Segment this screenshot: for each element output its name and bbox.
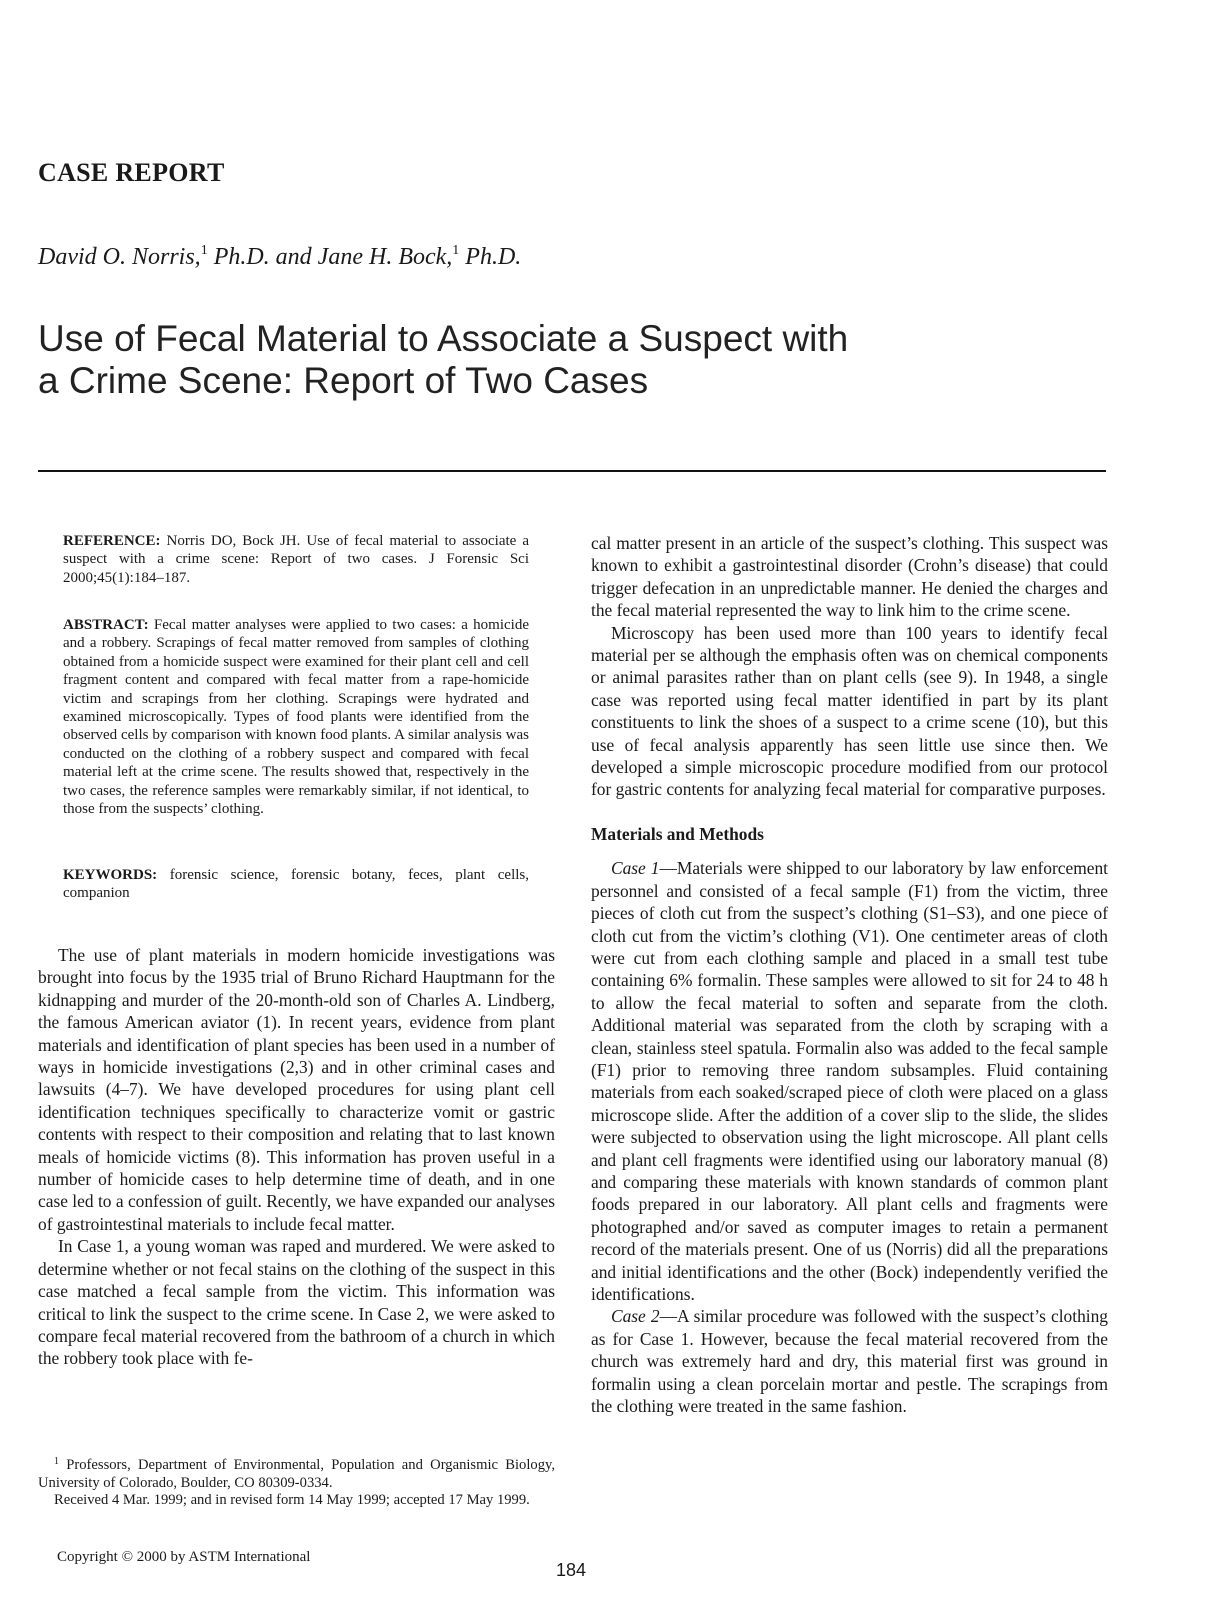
abstract-text: Fecal matter analyses were applied to two cases: a homicide and a robbery. Scrapings of fecal matter removed from samples of clothing obtained from a homicide suspect were examined for their plant cell and cell fragment content and compared with fecal matter from a rape-homicide victim and scrapings from her clothing. Scrapings were hydrated and examined microscopically. Types of food plants were identified from the observed cells by comparison with known food plants. A similar analysis was conducted on the clothing of a robbery suspect and compared with fecal material left at the crime scene. The results showed that, respectively in the two cases, the reference samples were remarkably similar, if not identical, to those from the suspects’ clothing. [63,617,529,818]
author-line [38,244,521,271]
keywords-block [63,866,529,903]
case-1-paragraph [591,857,1108,1305]
author-1-affiliation-marker: 1 [200,243,208,258]
footnotes [38,1457,555,1510]
keywords-label: KEYWORDS: [63,867,158,883]
copyright-notice: Copyright © 2000 by ASTM International [57,1549,311,1565]
case-2-paragraph [591,1305,1108,1417]
intro-paragraph-continued: cal matter present in an article of the suspect’s clothing. This suspect was known to exhibit a gastrointestinal disorder (Crohn’s disease) that could trigger defecation in an unpredictable manner. He denied the charges and the fecal material represented the way to link him to the crime scene. [591,533,1108,621]
title-divider [38,470,1106,472]
abstract-block [63,616,529,818]
page-number: 184 [556,1560,587,1580]
intro-paragraph-2: In Case 1, a young woman was raped and murdered. We were asked to determine whether or not fecal stains on the clothing of the suspect in this case matched a fecal sample from the victim. This information was critical to link the suspect to the crime scene. In Case 2, we were asked to compare fecal material recovered from the bathroom of a church in which the robbery took place with fe- [38,1236,555,1369]
materials-methods-heading: Materials and Methods [591,823,764,844]
author-1-name: David O. Norris, [38,244,201,270]
article-title [38,318,938,402]
right-column-body [591,532,1108,1417]
intro-paragraph-1: The use of plant materials in modern homicide investigations was brought into focus by the 1935 trial of Bruno Richard Hauptmann for the kidnapping and murder of the 20-month-old son of Charles A. Lindberg, the famous American aviator (1). In recent years, evidence from plant materials and identification of plant species has been used in a number of ways in homicide investigations (2,3) and in other criminal cases and lawsuits (4–7). We have developed procedures for using plant cell identification techniques specifically to characterize vomit or gastric contents with respect to their composition and relating that to last known meals of homicide victims (8). This information has proven useful in a number of homicide cases to help determine time of death, and in one case led to a confession of guilt. Recently, we have expanded our analyses of gastrointestinal materials to include fecal matter. [38,945,555,1234]
reference-label: REFERENCE: [63,533,161,549]
left-column-body [38,944,555,1370]
case-1-label: Case 1 [611,858,660,879]
section-label: CASE REPORT [38,158,225,187]
keywords-text: forensic science, forensic botany, feces, plant cells, companion [63,867,529,902]
reference-text: Norris DO, Bock JH. Use of fecal material to associate a suspect with a crime scene: Report of two cases. J Forensic Sci 2000;45(1):184–187. [63,533,529,586]
affiliation-footnote [38,1457,555,1492]
affiliation-text: Professors, Department of Environmental, Population and Organismic Biology, University of Colorado, Boulder, CO 80309-0334. [38,1457,555,1491]
case-1-text: —Materials were shipped to our laboratory by law enforcement personnel and consisted of a fecal sample (F1) from the victim, three pieces of cloth cut from the suspect’s clothing (S1–S3), and one piece of cloth cut from the victim’s clothing (V1). One centimeter areas of cloth were cut from each clothing sample and placed in a small test tube containing 6% formalin. These samples were allowed to sit for 24 to 48 h to allow the fecal material to soften and separate from the cloth. Additional material was separated from the cloth by scraping with a clean, stainless steel spatula. Formalin also was added to the fecal sample (F1) prior to removing three random subsamples. Fluid containing materials from each soaked/scraped piece of cloth were placed on a glass microscope slide. After the addition of a cover slip to the slide, the slides were subjected to observation using the light microscope. All plant cells and plant cell fragments were identified using our laboratory manual (8) and comparing these materials with known standards of common plant foods prepared in our laboratory. All plant cells and fragments were photographed and/or saved as computer images to retain a permanent record of the materials present. One of us (Norris) did all the preparations and initial identifications and the other (Bock) independently verified the identifications. [591,858,1109,1304]
title-line-1: Use of Fecal Material to Associate a Suspect with [38,318,849,359]
reference-block [63,532,529,587]
received-dates: Received 4 Mar. 1999; and in revised form 14 May 1999; accepted 17 May 1999. [54,1492,530,1509]
abstract-label: ABSTRACT: [63,617,149,633]
intro-paragraph-3: Microscopy has been used more than 100 years to identify fecal material per se although the emphasis often was on chemical components or animal parasites rather than on plant cells (see 9). In 1948, a single case was reported using fecal matter identified in part by its plant constituents to link the shoes of a suspect to a crime scene (10), but this use of fecal analysis apparently has seen little use since then. We developed a simple microscopic procedure modified from our protocol for gastric contents for analyzing fecal material for comparative purposes. [591,622,1108,800]
footnote-marker: 1 [54,1456,59,1467]
author-degree: Ph.D. [459,244,522,270]
case-2-text: —A similar procedure was followed with the suspect’s clothing as for Case 1. However, because the fecal material recovered from the church was extremely hard and dry, this material first was ground in formalin using a clean porcelain mortar and pestle. The scrapings from the clothing were treated in the same fashion. [591,1306,1108,1417]
case-2-label: Case 2 [611,1306,660,1327]
title-line-2: a Crime Scene: Report of Two Cases [38,360,649,401]
author-connector: Ph.D. and Jane H. Bock, [207,244,453,270]
author-2-affiliation-marker: 1 [452,243,460,258]
